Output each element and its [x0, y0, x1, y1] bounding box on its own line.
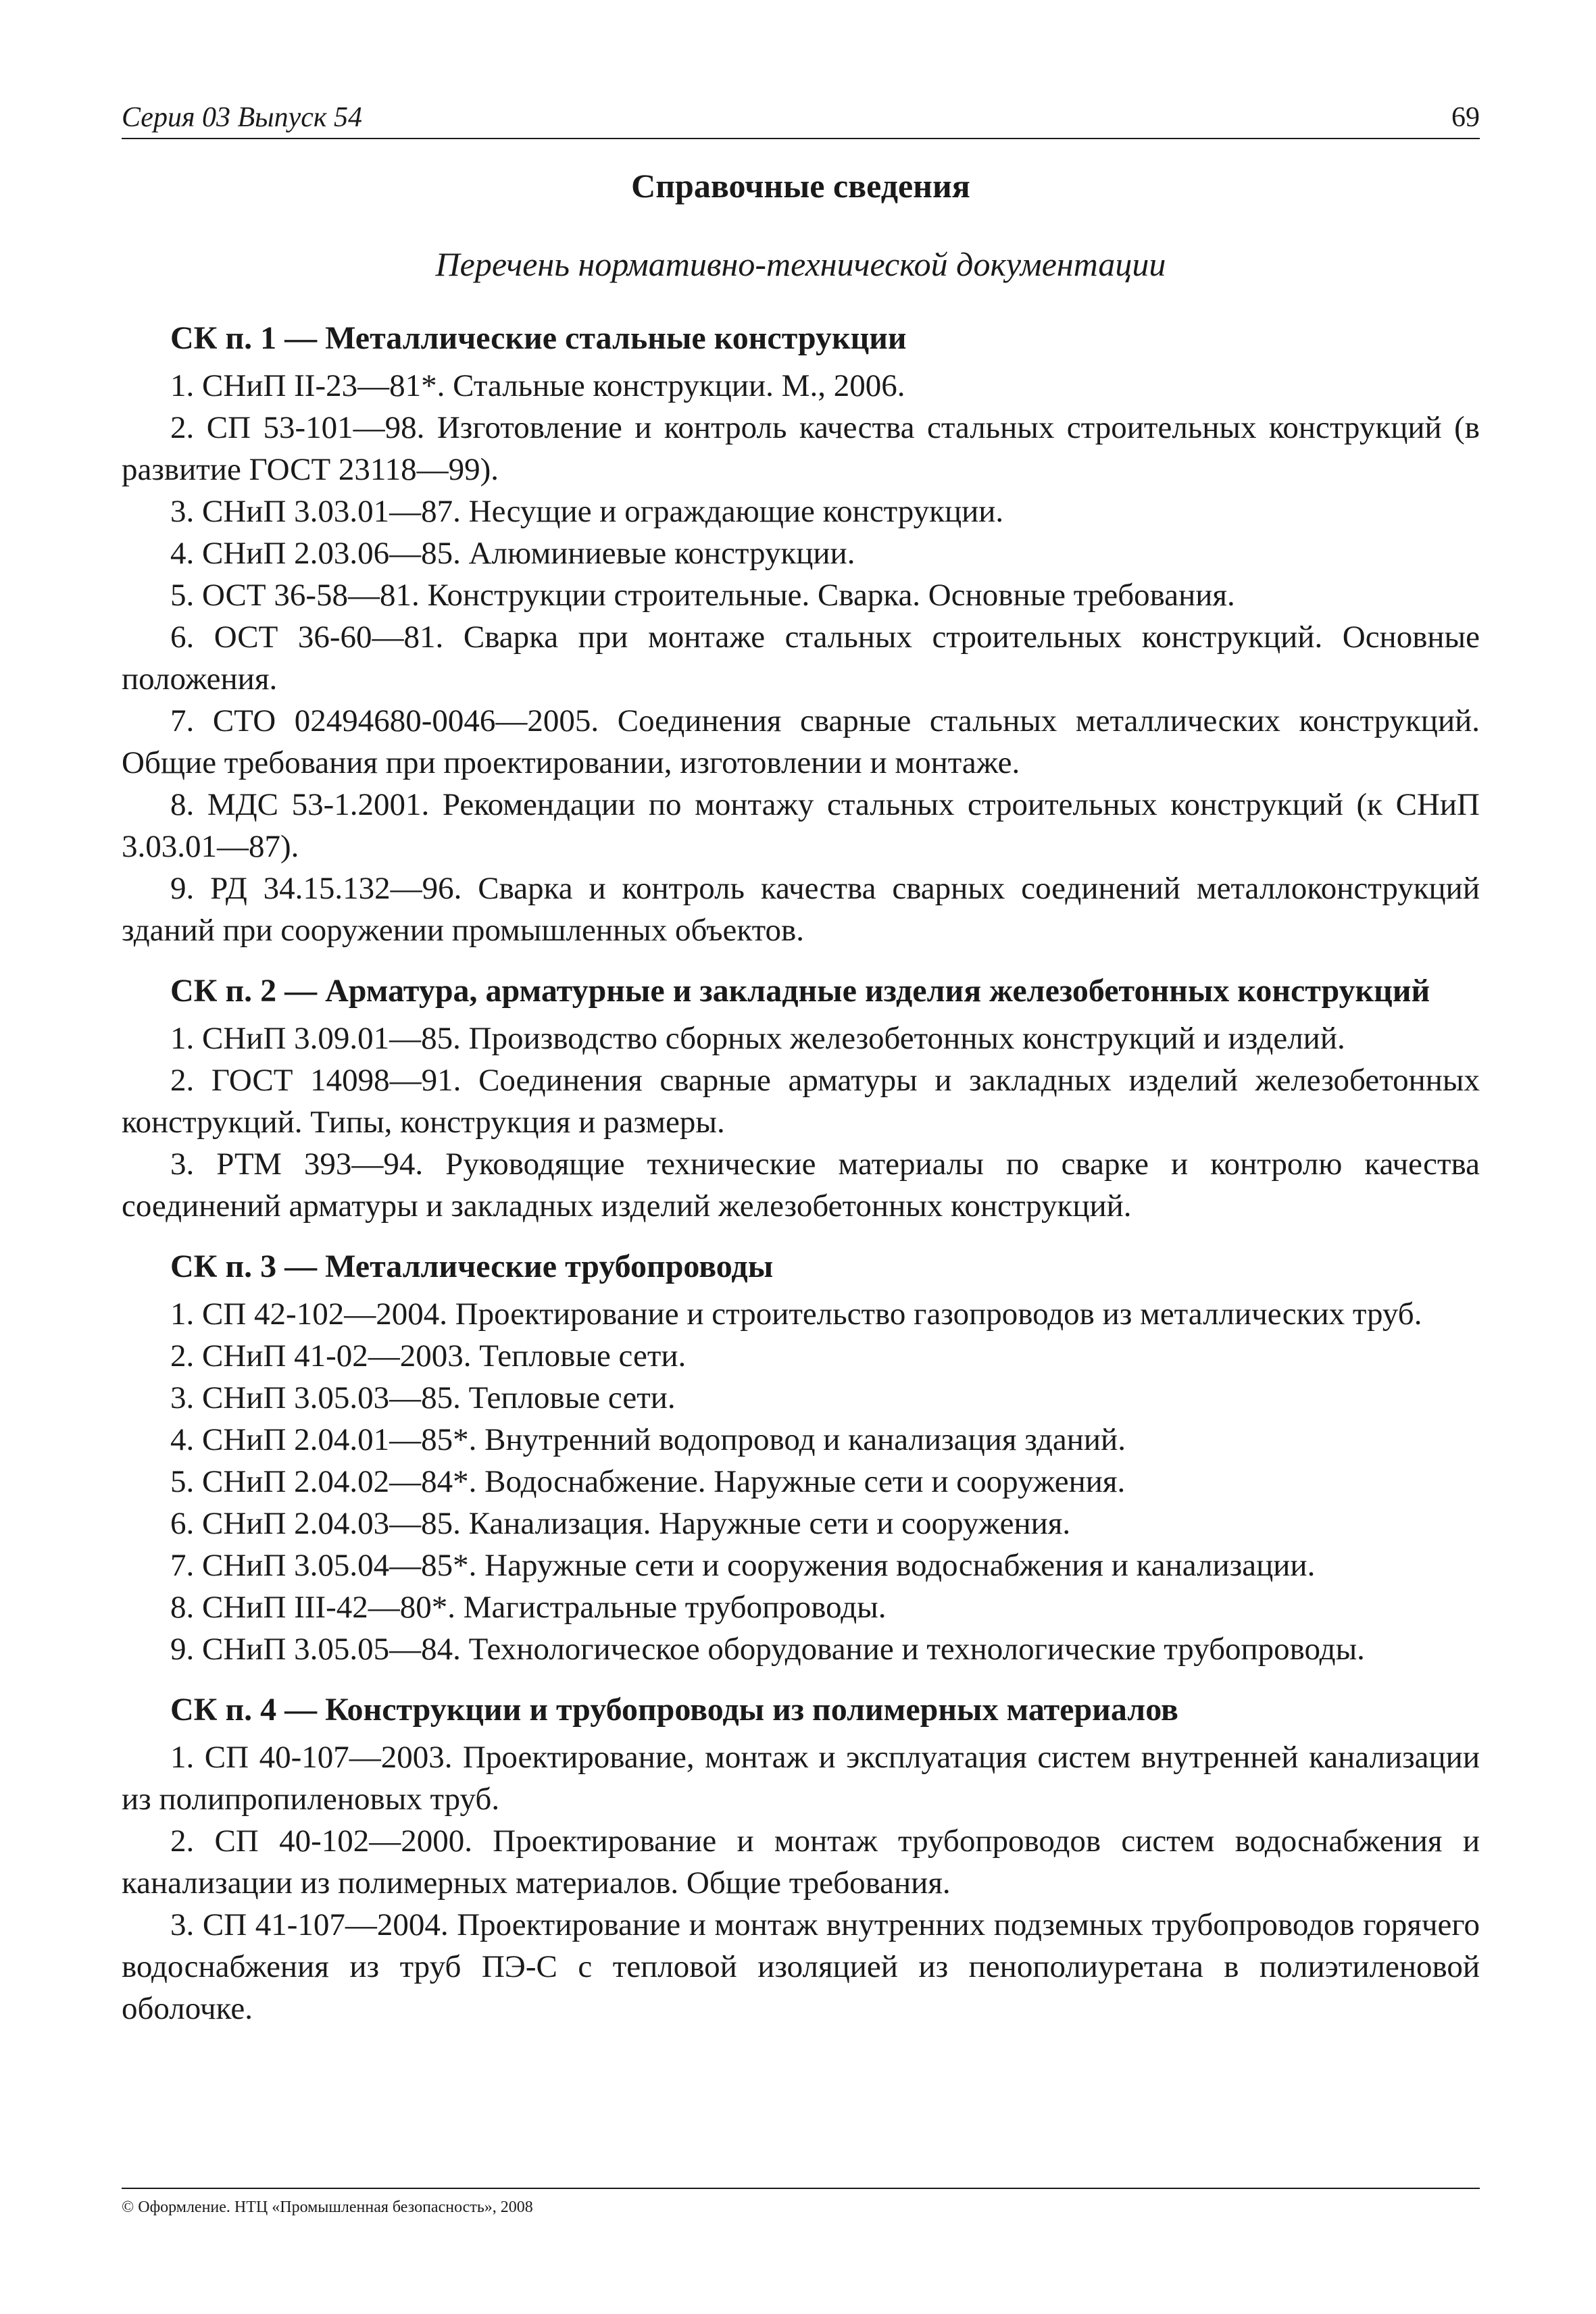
list-item: 1. СНиП II-23—81*. Стальные конструкции. М., 2006. — [170, 368, 905, 403]
section-sk1 — [122, 318, 1480, 951]
list-item: 8. СНиП III-42—80*. Магистральные трубопроводы. — [170, 1590, 887, 1625]
list-item: 8. МДС 53-1.2001. Рекомендации по монтажу стальных строительных конструкций (к СНиП 3.03.01—87). — [122, 787, 1480, 864]
page-title: Справочные сведения — [631, 167, 970, 205]
copyright-text: © Оформление. НТЦ «Промышленная безопасность», 2008 — [122, 2198, 533, 2216]
list-item: 6. ОСТ 36-60—81. Сварка при монтаже стальных строительных конструкций. Основные положения. — [122, 620, 1480, 697]
section-sk2 — [122, 970, 1480, 1227]
list-item: 2. СП 53-101—98. Изготовление и контроль качества стальных строительных конструкций (в развитие ГОСТ 23118—99). — [122, 410, 1480, 487]
section-heading: СК п. 1 — Металлические стальные конструкции — [170, 320, 907, 356]
list-item: 2. СНиП 41-02—2003. Тепловые сети. — [170, 1338, 687, 1374]
page-footer — [122, 2188, 1480, 2217]
list-item: 9. РД 34.15.132—96. Сварка и контроль качества сварных соединений металлоконструкций зданий при сооружении промышленных объектов. — [122, 871, 1480, 948]
list-item: 1. СНиП 3.09.01—85. Производство сборных железобетонных конструкций и изделий. — [170, 1021, 1345, 1056]
list-item: 4. СНиП 2.04.01—85*. Внутренний водопровод и канализация зданий. — [170, 1422, 1126, 1457]
list-item: 7. СТО 02494680-0046—2005. Соединения сварные стальных металлических конструкций. Общие требования при проектировании, изготовлении и монтаже. — [122, 703, 1480, 780]
list-item: 3. СП 41-107—2004. Проектирование и монтаж внутренних подземных трубопроводов горячего водоснабжения из труб ПЭ-С с тепловой изоляцией из пенополиуретана в полиэтиленовой оболочке. — [122, 1907, 1480, 2026]
section-heading: СК п. 3 — Металлические трубопроводы — [170, 1249, 774, 1284]
section-heading: СК п. 2 — Арматура, арматурные и закладные изделия железобетонных конструкций — [170, 973, 1430, 1009]
series-label: Серия 03 Выпуск 54 — [122, 102, 362, 133]
page-number: 69 — [1451, 102, 1480, 133]
list-item: 1. СП 40-107—2003. Проектирование, монтаж и эксплуатация систем внутренней канализации из полипропиленовых труб. — [122, 1740, 1480, 1817]
list-item: 2. СП 40-102—2000. Проектирование и монтаж трубопроводов систем водоснабжения и канализации из полимерных материалов. Общие требования. — [122, 1823, 1480, 1901]
list-item: 7. СНиП 3.05.04—85*. Наружные сети и сооружения водоснабжения и канализации. — [170, 1548, 1316, 1583]
list-item: 5. СНиП 2.04.02—84*. Водоснабжение. Наружные сети и сооружения. — [170, 1464, 1126, 1499]
section-heading: СК п. 4 — Конструкции и трубопроводы из полимерных материалов — [170, 1692, 1178, 1728]
section-sk3 — [122, 1246, 1480, 1670]
section-sk4 — [122, 1689, 1480, 2030]
list-item: 3. СНиП 3.03.01—87. Несущие и ограждающие конструкции. — [170, 494, 1004, 529]
list-item: 9. СНиП 3.05.05—84. Технологическое оборудование и технологические трубопроводы. — [170, 1632, 1365, 1667]
document-page — [122, 101, 1480, 2250]
list-item: 2. ГОСТ 14098—91. Соединения сварные арматуры и закладных изделий железобетонных конструкций. Типы, конструкция и размеры. — [122, 1063, 1480, 1140]
list-item: 6. СНиП 2.04.03—85. Канализация. Наружные сети и сооружения. — [170, 1506, 1071, 1541]
list-item: 1. СП 42-102—2004. Проектирование и строительство газопроводов из металлических труб. — [170, 1297, 1422, 1332]
page-subtitle: Перечень нормативно-технической документации — [435, 245, 1166, 283]
running-header — [122, 101, 1480, 139]
list-item: 3. СНиП 3.05.03—85. Тепловые сети. — [170, 1380, 676, 1415]
list-item: 4. СНиП 2.03.06—85. Алюминиевые конструкции. — [170, 536, 855, 571]
list-item: 5. ОСТ 36-58—81. Конструкции строительные. Сварка. Основные требования. — [170, 578, 1235, 613]
list-item: 3. РТМ 393—94. Руководящие технические материалы по сварке и контролю качества соединений арматуры и закладных изделий железобетонных конструкций. — [122, 1147, 1480, 1224]
